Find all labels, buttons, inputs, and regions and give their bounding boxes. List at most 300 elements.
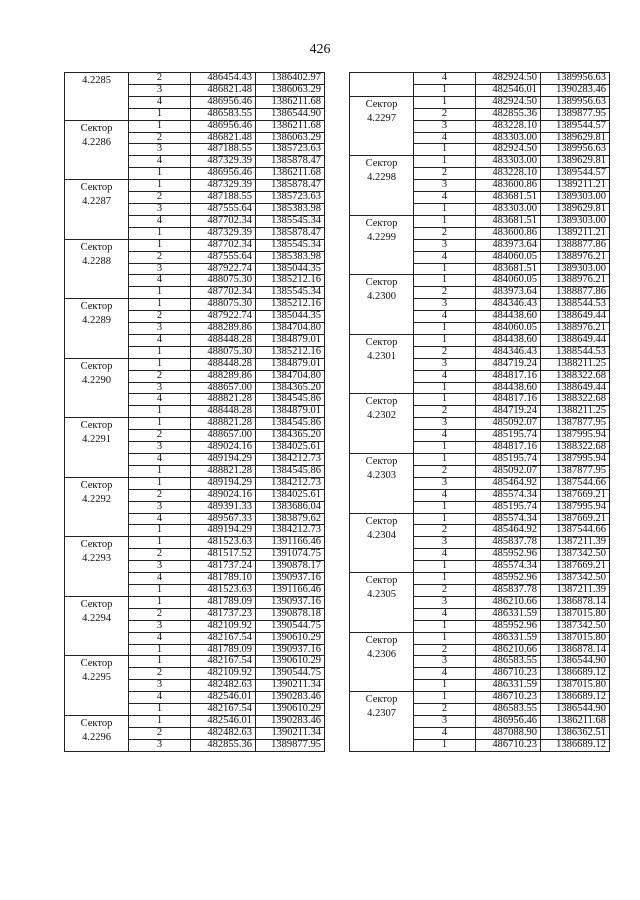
y-coordinate: 1388649.44 <box>541 334 610 346</box>
y-coordinate: 1389956.63 <box>541 73 610 85</box>
point-number: 3 <box>414 418 476 430</box>
point-number: 2 <box>414 108 476 120</box>
y-coordinate: 1388649.44 <box>541 311 610 323</box>
y-coordinate: 1386063.29 <box>256 84 325 96</box>
point-number: 2 <box>129 608 191 620</box>
x-coordinate: 484817.16 <box>476 370 541 382</box>
x-coordinate: 482855.36 <box>476 108 541 120</box>
x-coordinate: 482482.63 <box>191 680 256 692</box>
point-number: 1 <box>414 263 476 275</box>
sector-label: Сектор 4.2303 <box>350 454 414 514</box>
x-coordinate: 484719.24 <box>476 358 541 370</box>
point-number: 1 <box>129 584 191 596</box>
point-number: 1 <box>414 323 476 335</box>
y-coordinate: 1391074.75 <box>256 549 325 561</box>
y-coordinate: 1384545.86 <box>256 418 325 430</box>
sector-label: Сектор 4.2302 <box>350 394 414 454</box>
table-row <box>350 632 610 644</box>
x-coordinate: 481789.09 <box>191 596 256 608</box>
sector-label: Сектор 4.2289 <box>65 299 129 359</box>
sector-label: Сектор 4.2299 <box>350 215 414 275</box>
point-number: 3 <box>129 739 191 751</box>
point-number: 3 <box>414 358 476 370</box>
y-coordinate: 1384212.73 <box>256 477 325 489</box>
point-number: 3 <box>414 537 476 549</box>
x-coordinate: 482109.92 <box>191 620 256 632</box>
point-number: 3 <box>129 203 191 215</box>
sector-label: Сектор 4.2297 <box>350 96 414 156</box>
x-coordinate: 485092.07 <box>476 418 541 430</box>
sector-label: Сектор 4.2298 <box>350 156 414 216</box>
y-coordinate: 1389544.57 <box>541 168 610 180</box>
x-coordinate: 483600.86 <box>476 227 541 239</box>
y-coordinate: 1385212.16 <box>256 346 325 358</box>
point-number: 1 <box>129 596 191 608</box>
y-coordinate: 1390937.16 <box>256 596 325 608</box>
x-coordinate: 486583.55 <box>476 656 541 668</box>
y-coordinate: 1388211.25 <box>541 406 610 418</box>
x-coordinate: 488075.30 <box>191 275 256 287</box>
y-coordinate: 1385878.47 <box>256 180 325 192</box>
y-coordinate: 1389303.00 <box>541 263 610 275</box>
y-coordinate: 1383686.04 <box>256 501 325 513</box>
y-coordinate: 1390937.16 <box>256 644 325 656</box>
y-coordinate: 1387995.94 <box>541 501 610 513</box>
y-coordinate: 1384879.01 <box>256 358 325 370</box>
x-coordinate: 489024.16 <box>191 489 256 501</box>
x-coordinate: 483228.10 <box>476 120 541 132</box>
y-coordinate: 1385383.98 <box>256 251 325 263</box>
y-coordinate: 1387544.66 <box>541 477 610 489</box>
point-number: 2 <box>414 168 476 180</box>
x-coordinate: 488821.28 <box>191 465 256 477</box>
y-coordinate: 1389544.57 <box>541 120 610 132</box>
point-number: 2 <box>129 549 191 561</box>
point-number: 3 <box>414 715 476 727</box>
table-row <box>350 334 610 346</box>
x-coordinate: 485952.96 <box>476 573 541 585</box>
x-coordinate: 482855.36 <box>191 739 256 751</box>
y-coordinate: 1389629.81 <box>541 203 610 215</box>
y-coordinate: 1390283.46 <box>256 715 325 727</box>
sector-label: Сектор 4.2305 <box>350 573 414 633</box>
y-coordinate: 1387995.94 <box>541 430 610 442</box>
y-coordinate: 1391166.46 <box>256 584 325 596</box>
y-coordinate: 1384365.20 <box>256 382 325 394</box>
point-number: 1 <box>414 84 476 96</box>
x-coordinate: 488075.30 <box>191 299 256 311</box>
y-coordinate: 1388322.68 <box>541 370 610 382</box>
y-coordinate: 1387995.94 <box>541 454 610 466</box>
point-number: 4 <box>414 132 476 144</box>
point-number: 1 <box>129 358 191 370</box>
x-coordinate: 484438.60 <box>476 311 541 323</box>
x-coordinate: 488289.86 <box>191 370 256 382</box>
y-coordinate: 1384212.73 <box>256 525 325 537</box>
y-coordinate: 1388322.68 <box>541 394 610 406</box>
table-row <box>350 394 610 406</box>
x-coordinate: 488448.28 <box>191 334 256 346</box>
point-number: 2 <box>129 727 191 739</box>
point-number: 4 <box>414 608 476 620</box>
y-coordinate: 1386211.68 <box>256 96 325 108</box>
sector-label: Сектор 4.2294 <box>65 596 129 656</box>
table-row <box>65 656 325 668</box>
table-row <box>65 537 325 549</box>
y-coordinate: 1390283.46 <box>256 692 325 704</box>
x-coordinate: 482167.54 <box>191 656 256 668</box>
x-coordinate: 487329.39 <box>191 227 256 239</box>
y-coordinate: 1386878.14 <box>541 644 610 656</box>
point-number: 3 <box>129 620 191 632</box>
y-coordinate: 1384545.86 <box>256 465 325 477</box>
x-coordinate: 483681.51 <box>476 192 541 204</box>
y-coordinate: 1385212.16 <box>256 299 325 311</box>
y-coordinate: 1388544.53 <box>541 346 610 358</box>
point-number: 4 <box>414 727 476 739</box>
y-coordinate: 1386362.51 <box>541 727 610 739</box>
point-number: 3 <box>129 144 191 156</box>
x-coordinate: 487555.64 <box>191 203 256 215</box>
y-coordinate: 1384704.80 <box>256 323 325 335</box>
point-number: 3 <box>414 477 476 489</box>
x-coordinate: 487702.34 <box>191 215 256 227</box>
x-coordinate: 485464.92 <box>476 525 541 537</box>
point-number: 4 <box>414 370 476 382</box>
point-number: 1 <box>129 180 191 192</box>
x-coordinate: 481523.63 <box>191 584 256 596</box>
x-coordinate: 486821.48 <box>191 84 256 96</box>
point-number: 3 <box>414 596 476 608</box>
x-coordinate: 485195.74 <box>476 430 541 442</box>
table-row <box>350 454 610 466</box>
y-coordinate: 1386878.14 <box>541 596 610 608</box>
x-coordinate: 484060.05 <box>476 275 541 287</box>
point-number: 1 <box>414 96 476 108</box>
point-number: 4 <box>129 573 191 585</box>
y-coordinate: 1385723.63 <box>256 192 325 204</box>
point-number: 1 <box>129 418 191 430</box>
x-coordinate: 486821.48 <box>191 132 256 144</box>
x-coordinate: 481523.63 <box>191 537 256 549</box>
x-coordinate: 486331.59 <box>476 608 541 620</box>
x-coordinate: 489194.29 <box>191 454 256 466</box>
point-number: 1 <box>414 382 476 394</box>
y-coordinate: 1386689.12 <box>541 739 610 751</box>
sector-label: Сектор 4.2291 <box>65 418 129 478</box>
sector-label: 4.2285 <box>65 73 129 121</box>
x-coordinate: 482924.50 <box>476 144 541 156</box>
point-number: 1 <box>129 465 191 477</box>
point-number: 1 <box>414 454 476 466</box>
point-number: 1 <box>414 203 476 215</box>
x-coordinate: 485837.78 <box>476 584 541 596</box>
right-coordinates-table <box>349 72 610 752</box>
x-coordinate: 486454.43 <box>191 73 256 85</box>
point-number: 3 <box>414 120 476 132</box>
point-number: 4 <box>414 430 476 442</box>
y-coordinate: 1386689.12 <box>541 692 610 704</box>
y-coordinate: 1388877.86 <box>541 239 610 251</box>
y-coordinate: 1388544.53 <box>541 299 610 311</box>
y-coordinate: 1386544.90 <box>541 656 610 668</box>
y-coordinate: 1389211.21 <box>541 180 610 192</box>
x-coordinate: 487088.90 <box>476 727 541 739</box>
y-coordinate: 1386402.97 <box>256 73 325 85</box>
x-coordinate: 487922.74 <box>191 311 256 323</box>
point-number: 1 <box>129 227 191 239</box>
x-coordinate: 483681.51 <box>476 215 541 227</box>
x-coordinate: 484719.24 <box>476 406 541 418</box>
x-coordinate: 486710.23 <box>476 692 541 704</box>
x-coordinate: 489194.29 <box>191 525 256 537</box>
y-coordinate: 1389956.63 <box>541 144 610 156</box>
sector-label: Сектор 4.2292 <box>65 477 129 537</box>
point-number: 3 <box>129 84 191 96</box>
table-row <box>350 156 610 168</box>
point-number: 2 <box>129 132 191 144</box>
x-coordinate: 484346.43 <box>476 299 541 311</box>
y-coordinate: 1387342.50 <box>541 620 610 632</box>
x-coordinate: 481737.24 <box>191 561 256 573</box>
x-coordinate: 482109.92 <box>191 668 256 680</box>
y-coordinate: 1385878.47 <box>256 156 325 168</box>
point-number: 1 <box>414 275 476 287</box>
x-coordinate: 486710.23 <box>476 668 541 680</box>
table-row <box>65 299 325 311</box>
point-number: 2 <box>129 251 191 263</box>
y-coordinate: 1384879.01 <box>256 334 325 346</box>
y-coordinate: 1389956.63 <box>541 96 610 108</box>
table-row <box>350 513 610 525</box>
y-coordinate: 1390544.75 <box>256 668 325 680</box>
x-coordinate: 485574.34 <box>476 489 541 501</box>
point-number: 3 <box>414 656 476 668</box>
point-number: 1 <box>414 215 476 227</box>
sector-label: Сектор 4.2306 <box>350 632 414 692</box>
point-number: 1 <box>129 715 191 727</box>
point-number: 1 <box>414 632 476 644</box>
point-number: 1 <box>414 442 476 454</box>
x-coordinate: 487329.39 <box>191 180 256 192</box>
x-coordinate: 485837.78 <box>476 537 541 549</box>
x-coordinate: 486583.55 <box>191 108 256 120</box>
point-number: 2 <box>129 370 191 382</box>
x-coordinate: 485952.96 <box>476 549 541 561</box>
sector-label: Сектор 4.2288 <box>65 239 129 299</box>
y-coordinate: 1388976.21 <box>541 323 610 335</box>
y-coordinate: 1384545.86 <box>256 394 325 406</box>
x-coordinate: 483303.00 <box>476 203 541 215</box>
table-row <box>65 73 325 85</box>
x-coordinate: 484438.60 <box>476 382 541 394</box>
point-number: 2 <box>129 192 191 204</box>
point-number: 1 <box>129 477 191 489</box>
table-row <box>350 275 610 287</box>
y-coordinate: 1384212.73 <box>256 454 325 466</box>
x-coordinate: 488657.00 <box>191 382 256 394</box>
point-number: 4 <box>129 632 191 644</box>
y-coordinate: 1385044.35 <box>256 263 325 275</box>
x-coordinate: 483303.00 <box>476 156 541 168</box>
x-coordinate: 489567.33 <box>191 513 256 525</box>
y-coordinate: 1387544.66 <box>541 525 610 537</box>
table-row <box>350 573 610 585</box>
y-coordinate: 1386544.90 <box>256 108 325 120</box>
sector-label: Сектор 4.2300 <box>350 275 414 335</box>
y-coordinate: 1384879.01 <box>256 406 325 418</box>
point-number: 4 <box>414 549 476 561</box>
x-coordinate: 488289.86 <box>191 323 256 335</box>
point-number: 2 <box>414 584 476 596</box>
point-number: 3 <box>414 180 476 192</box>
x-coordinate: 487555.64 <box>191 251 256 263</box>
point-number: 1 <box>414 692 476 704</box>
page-number: 426 <box>309 42 331 57</box>
table-row <box>65 418 325 430</box>
x-coordinate: 487188.55 <box>191 144 256 156</box>
y-coordinate: 1384025.61 <box>256 442 325 454</box>
y-coordinate: 1383879.62 <box>256 513 325 525</box>
y-coordinate: 1387342.50 <box>541 573 610 585</box>
point-number: 4 <box>414 73 476 85</box>
point-number: 2 <box>129 73 191 85</box>
table-row <box>350 692 610 704</box>
point-number: 4 <box>129 215 191 227</box>
y-coordinate: 1390211.34 <box>256 680 325 692</box>
sector-label: Сектор 4.2287 <box>65 180 129 240</box>
point-number: 4 <box>414 251 476 263</box>
point-number: 2 <box>129 489 191 501</box>
x-coordinate: 486710.23 <box>476 739 541 751</box>
x-coordinate: 485195.74 <box>476 454 541 466</box>
point-number: 1 <box>129 108 191 120</box>
table-row <box>65 358 325 370</box>
x-coordinate: 481517.52 <box>191 549 256 561</box>
sector-label: Сектор 4.2295 <box>65 656 129 716</box>
point-number: 1 <box>129 525 191 537</box>
y-coordinate: 1387015.80 <box>541 632 610 644</box>
y-coordinate: 1385383.98 <box>256 203 325 215</box>
point-number: 2 <box>414 644 476 656</box>
point-number: 4 <box>414 192 476 204</box>
left-coordinates-table <box>64 72 325 752</box>
point-number: 1 <box>129 120 191 132</box>
point-number: 1 <box>414 501 476 513</box>
point-number: 4 <box>129 156 191 168</box>
point-number: 3 <box>129 442 191 454</box>
y-coordinate: 1387877.95 <box>541 418 610 430</box>
x-coordinate: 481789.10 <box>191 573 256 585</box>
x-coordinate: 485464.92 <box>476 477 541 489</box>
y-coordinate: 1386689.12 <box>541 668 610 680</box>
y-coordinate: 1390544.75 <box>256 620 325 632</box>
point-number: 3 <box>414 239 476 251</box>
x-coordinate: 485574.34 <box>476 561 541 573</box>
y-coordinate: 1386211.68 <box>256 168 325 180</box>
table-row <box>65 180 325 192</box>
point-number: 2 <box>414 525 476 537</box>
y-coordinate: 1384025.61 <box>256 489 325 501</box>
sector-label: Сектор 4.2304 <box>350 513 414 573</box>
x-coordinate: 486331.59 <box>476 632 541 644</box>
point-number: 2 <box>129 430 191 442</box>
sector-label: Сектор 4.2301 <box>350 334 414 394</box>
point-number: 3 <box>129 382 191 394</box>
point-number: 1 <box>129 644 191 656</box>
point-number: 3 <box>129 501 191 513</box>
y-coordinate: 1390878.17 <box>256 561 325 573</box>
point-number: 1 <box>129 299 191 311</box>
point-number: 2 <box>414 346 476 358</box>
point-number: 1 <box>129 168 191 180</box>
x-coordinate: 484438.60 <box>476 334 541 346</box>
point-number: 3 <box>129 561 191 573</box>
point-number: 1 <box>414 739 476 751</box>
y-coordinate: 1388877.86 <box>541 287 610 299</box>
y-coordinate: 1385212.16 <box>256 275 325 287</box>
x-coordinate: 483973.64 <box>476 287 541 299</box>
x-coordinate: 486210.66 <box>476 596 541 608</box>
y-coordinate: 1387669.21 <box>541 489 610 501</box>
x-coordinate: 484817.16 <box>476 442 541 454</box>
point-number: 2 <box>129 668 191 680</box>
y-coordinate: 1385723.63 <box>256 144 325 156</box>
point-number: 3 <box>129 263 191 275</box>
point-number: 3 <box>414 299 476 311</box>
sector-label: Сектор 4.2307 <box>350 692 414 752</box>
y-coordinate: 1386544.90 <box>541 704 610 716</box>
point-number: 1 <box>129 656 191 668</box>
y-coordinate: 1386063.29 <box>256 132 325 144</box>
x-coordinate: 485574.34 <box>476 513 541 525</box>
x-coordinate: 485952.96 <box>476 620 541 632</box>
point-number: 1 <box>414 513 476 525</box>
point-number: 2 <box>414 227 476 239</box>
x-coordinate: 483600.86 <box>476 180 541 192</box>
x-coordinate: 482546.01 <box>191 692 256 704</box>
x-coordinate: 483681.51 <box>476 263 541 275</box>
x-coordinate: 486210.66 <box>476 644 541 656</box>
table-row <box>350 215 610 227</box>
x-coordinate: 482924.50 <box>476 96 541 108</box>
point-number: 4 <box>414 489 476 501</box>
table-row <box>65 120 325 132</box>
y-coordinate: 1389303.00 <box>541 192 610 204</box>
y-coordinate: 1387211.39 <box>541 537 610 549</box>
y-coordinate: 1388976.21 <box>541 275 610 287</box>
x-coordinate: 482546.01 <box>476 84 541 96</box>
x-coordinate: 486956.46 <box>476 715 541 727</box>
y-coordinate: 1384704.80 <box>256 370 325 382</box>
point-number: 2 <box>414 406 476 418</box>
y-coordinate: 1387211.39 <box>541 584 610 596</box>
x-coordinate: 486331.59 <box>476 680 541 692</box>
point-number: 2 <box>414 465 476 477</box>
point-number: 1 <box>129 346 191 358</box>
sector-label: Сектор 4.2293 <box>65 537 129 597</box>
x-coordinate: 483303.00 <box>476 132 541 144</box>
x-coordinate: 486956.46 <box>191 120 256 132</box>
point-number: 4 <box>129 334 191 346</box>
y-coordinate: 1390283.46 <box>541 84 610 96</box>
x-coordinate: 489194.29 <box>191 477 256 489</box>
point-number: 4 <box>414 311 476 323</box>
y-coordinate: 1386211.68 <box>541 715 610 727</box>
y-coordinate: 1391166.46 <box>256 537 325 549</box>
point-number: 1 <box>129 406 191 418</box>
point-number: 1 <box>129 287 191 299</box>
